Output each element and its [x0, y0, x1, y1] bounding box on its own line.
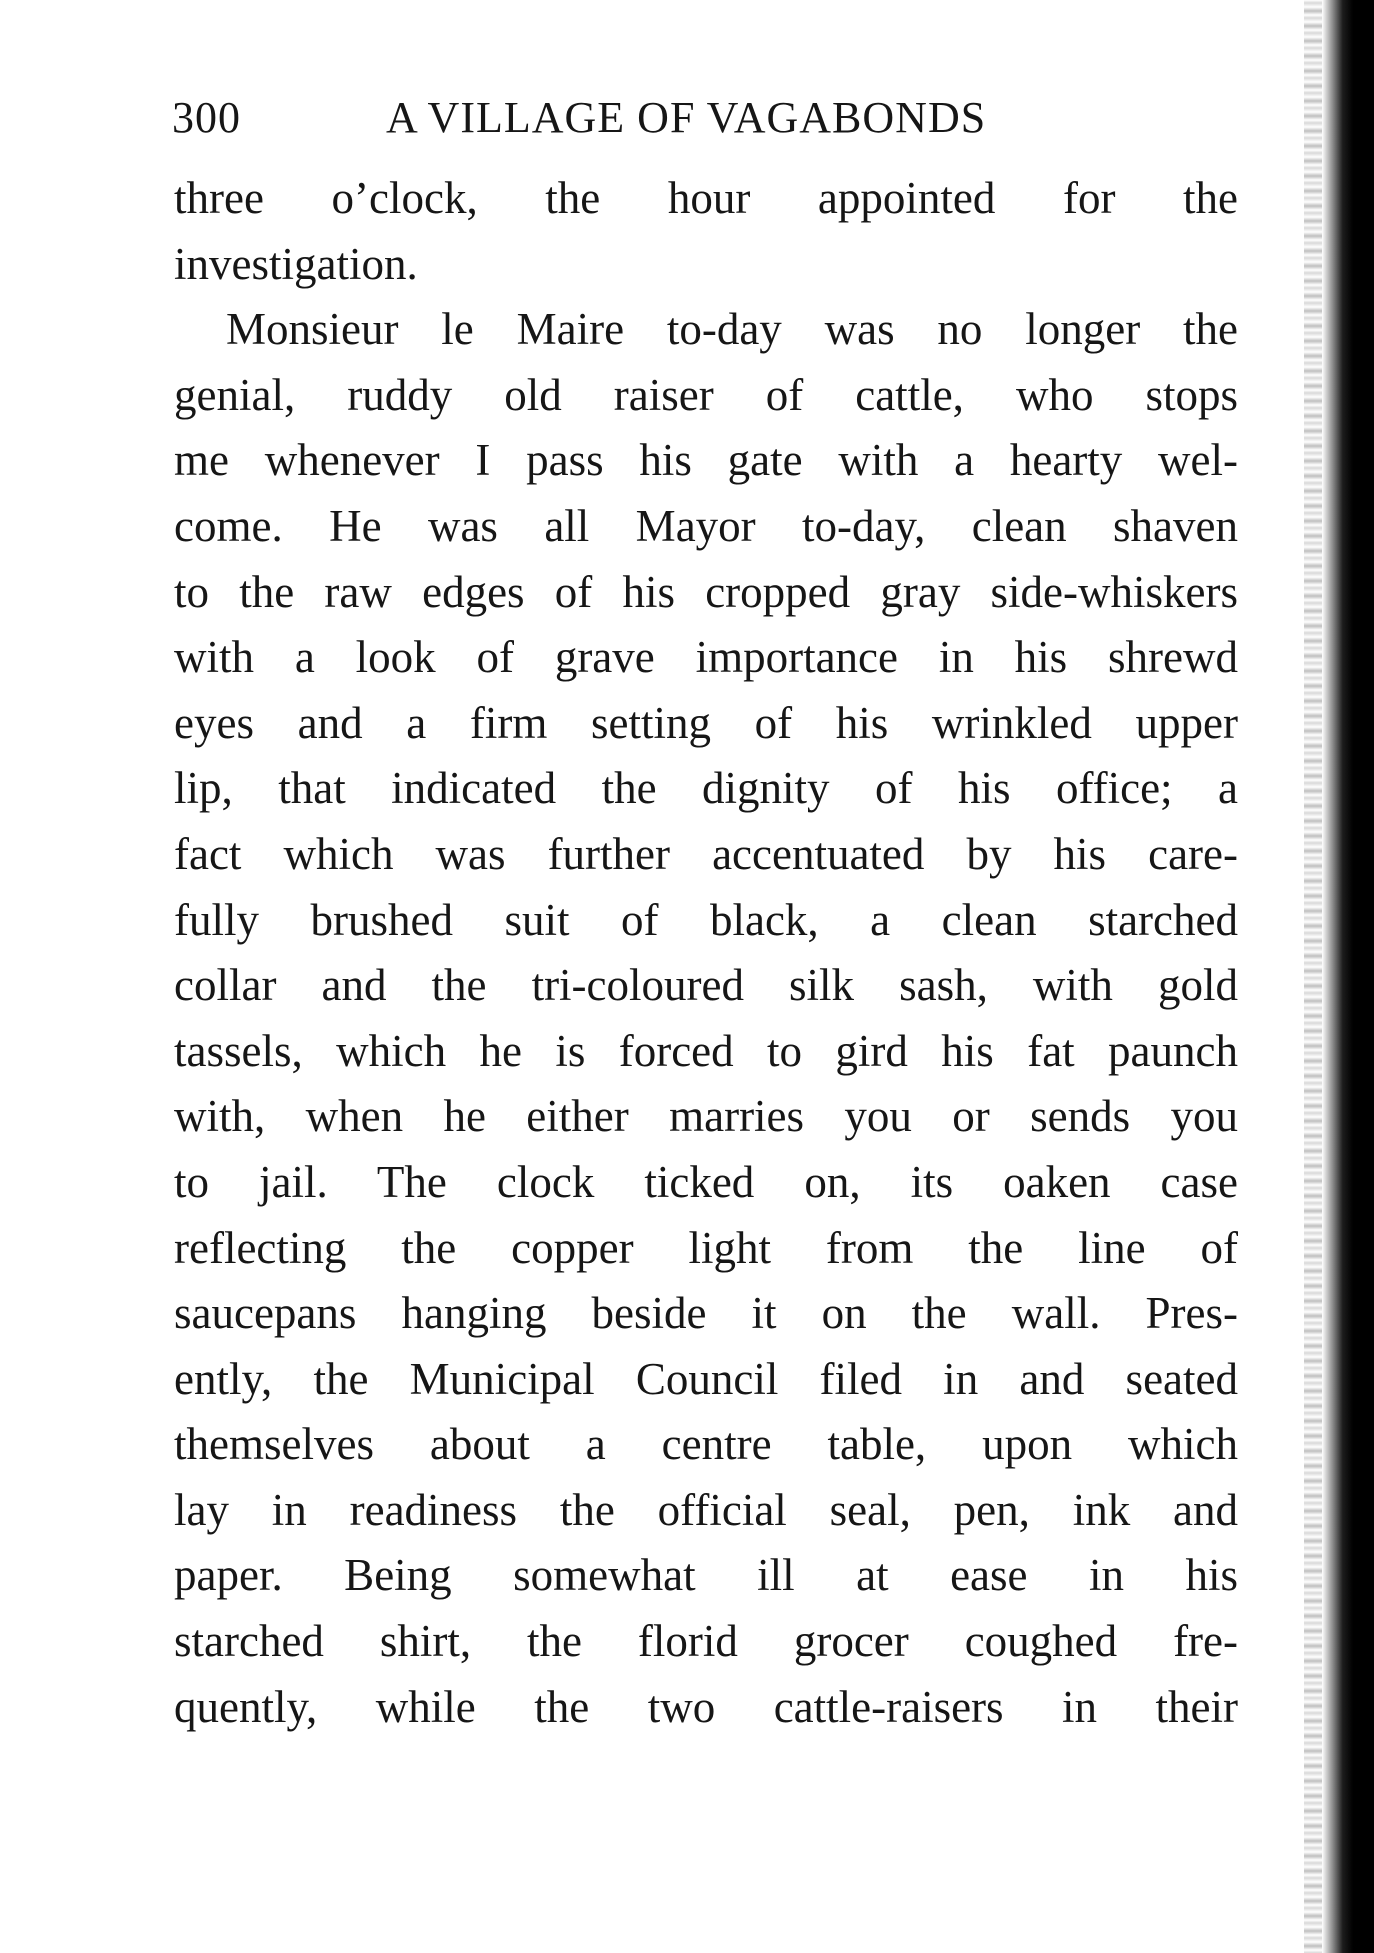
text-line: me whenever I pass his gate with a hearty wel-	[174, 435, 1238, 486]
paragraph-start-line: Monsieur le Maire to-day was no longer the	[226, 304, 1238, 355]
text-line: quently, while the two cattle-raisers in their	[174, 1681, 1238, 1732]
page-edge-shadow	[1322, 0, 1374, 1953]
running-title: A VILLAGE OF VAGABONDS	[386, 93, 987, 142]
text-line: genial, ruddy old raiser of cattle, who stops	[174, 369, 1238, 420]
text-line: tassels, which he is forced to gird his fat paunch	[174, 1025, 1238, 1076]
text-line: fully brushed suit of black, a clean starched	[174, 894, 1238, 945]
text-line: to the raw edges of his cropped gray side-whiskers	[174, 566, 1238, 617]
text-line: reflecting the copper light from the line of	[174, 1222, 1238, 1273]
text-line: come. He was all Mayor to-day, clean shaven	[174, 500, 1238, 551]
text-line: lip, that indicated the dignity of his office; a	[174, 763, 1238, 814]
text-line: collar and the tri-coloured silk sash, with gold	[174, 960, 1238, 1011]
page-edge-speckle	[1304, 0, 1322, 1953]
text-line: fact which was further accentuated by his care-	[174, 828, 1238, 879]
body-text	[174, 166, 1238, 1740]
text-line: starched shirt, the florid grocer coughed fre-	[174, 1616, 1238, 1667]
text-line: three o’clock, the hour appointed for the	[174, 173, 1238, 223]
text-line: to jail. The clock ticked on, its oaken case	[174, 1156, 1238, 1207]
text-line: lay in readiness the official seal, pen, ink and	[174, 1484, 1238, 1535]
page-header	[172, 88, 1232, 148]
text-line: saucepans hanging beside it on the wall. Pres-	[174, 1288, 1238, 1339]
page-number: 300	[172, 93, 241, 142]
text-line: investigation.	[174, 238, 418, 289]
text-line: with, when he either marries you or sends you	[174, 1091, 1238, 1142]
text-line: eyes and a firm setting of his wrinkled upper	[174, 697, 1238, 748]
text-line: paper. Being somewhat ill at ease in his	[174, 1550, 1238, 1601]
text-line: with a look of grave importance in his shrewd	[174, 632, 1238, 683]
text-line: themselves about a centre table, upon which	[174, 1419, 1238, 1470]
text-line: ently, the Municipal Council filed in and seated	[174, 1353, 1238, 1404]
